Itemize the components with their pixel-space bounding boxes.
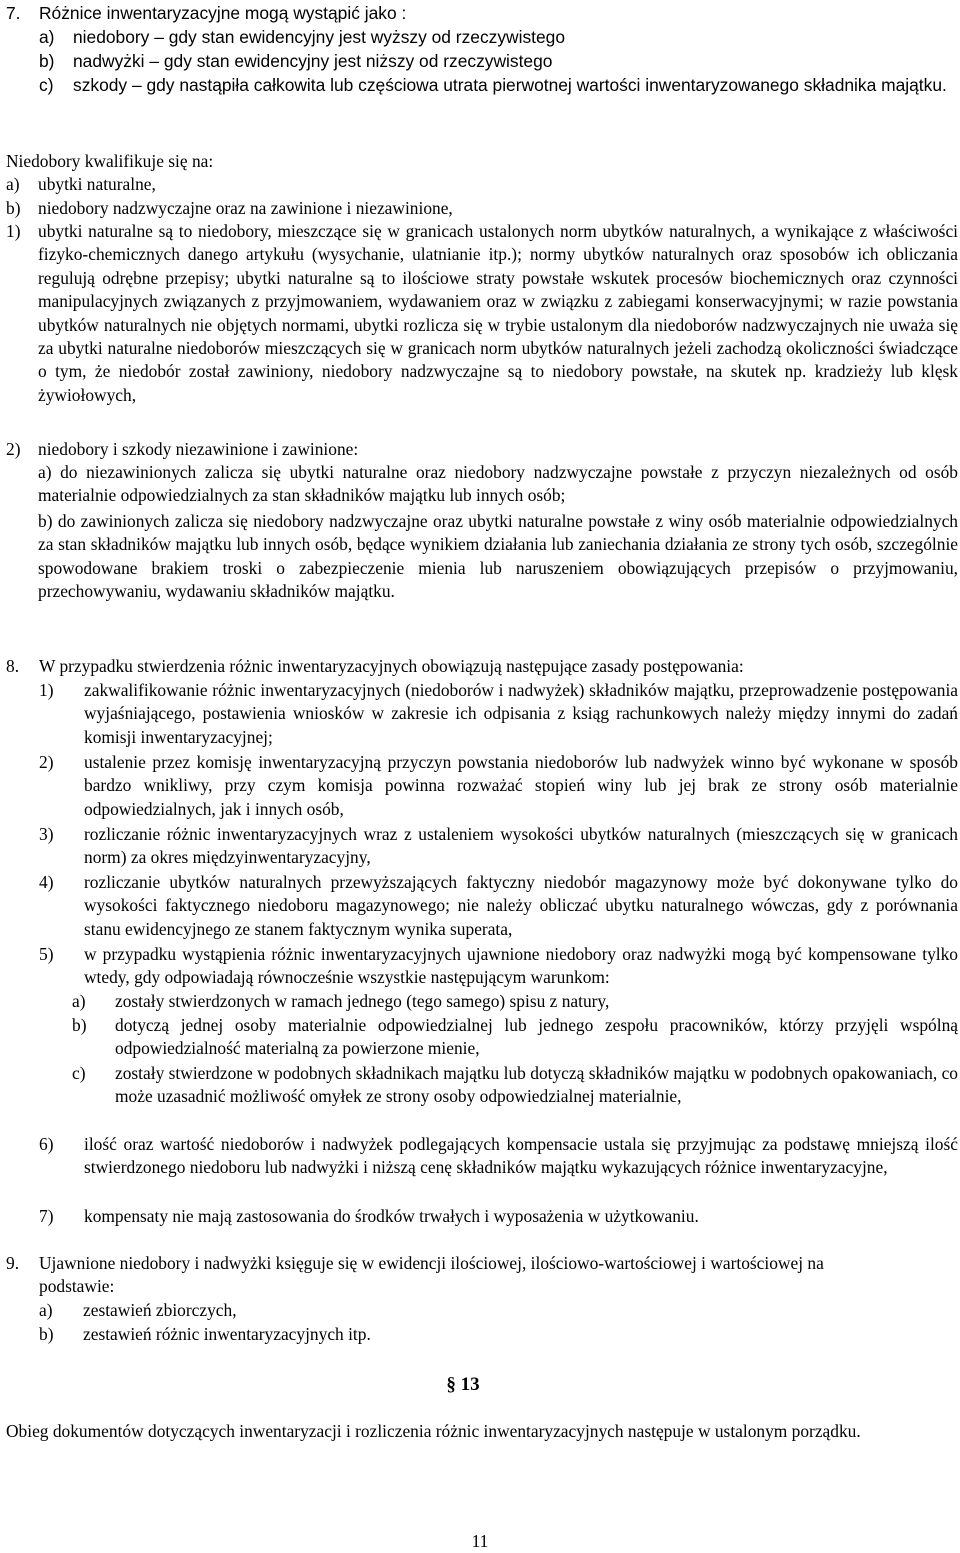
list-item: b) niedobory nadzwyczajne oraz na zawinione i niezawinione, xyxy=(6,198,453,218)
sub-item: a) zostały stwierdzonych w ramach jednego (tego samego) spisu z natury, xyxy=(72,991,610,1011)
sub-item: b) dotyczą jednej osoby materialnie odpowiedzialnej lub jednego zespołu pracowników, którzy przyjęli wspólną odpowiedzialność materialną za powierzone mienie, xyxy=(72,1015,958,1059)
paragraph-1: 1) ubytki naturalne są to niedobory, mieszczące się w granicach ustalonych norm ubytków naturalnych, a wynikające z właściwości fizyko-chemicznych danego artykułu (wysychanie, ulatnianie itp.); normy ubytków naturalnych oraz sposobów ich obliczania regulują odrębne przepisy; ubytki naturalne są to ilościowe straty powstałe wskutek procesów biochemicznych oraz czynności manipulacyjnych związanych z przyjmowaniem, wydawaniem oraz w związku z zabiegami konserwacyjnymi; w razie powstania ubytków naturalnych nie objętych normami, ubytki rozlicza się w trybie ustalonym dla niedoborów nadzwyczajnych nie uważa się za ubytki naturalne niedoborów mieszczących się w granicach norm ubytków naturalnych jeżeli zachodzą okoliczności świadczące o tym, że niedobór został zawiniony, niedobory nadzwyczajne są to niedobory powstałe, na skutek np. kradzieży lub klęsk żywiołowych, xyxy=(6,221,958,405)
paragraph-2b: b) do zawinionych zalicza się niedobory nadzwyczajne oraz ubytki naturalne powstałe z winy osób materialnie odpowiedzialnych za stan składników majątku lub innych osób, będące wynikiem działania lub zaniechania działania ze strony tych osób, szczególnie spowodowane brakiem troski o zabezpieczenie mienia lub naruszeniem obowiązujących przepisów o przyjmowaniu, przechowywaniu, wydawaniu składników majątku. xyxy=(38,511,958,602)
section-number: 8. xyxy=(6,656,20,676)
paragraph-1-text: ubytki naturalne są to niedobory, mieszczące się w granicach ustalonych norm ubytków naturalnych, a wynikające z właściwości fizyko-chemicznych danego artykułu (wysychanie, ulatnianie itp.); normy ubytków naturalnych oraz sposobów ich obliczania regulują odrębne przepisy; ubytki naturalne są to ilościowe straty powstałe wskutek procesów biochemicznych oraz czynności manipulacyjnych związanych z przyjmowaniem, wydawaniem oraz w związku z zabiegami konserwacyjnymi; w razie powstania ubytków naturalnych nie objętych normami, ubytki rozlicza się w trybie ustalonym dla niedoborów nadzwyczajnych nie uważa się za ubytki naturalne niedoborów mieszczących się w granicach norm ubytków naturalnych jeżeli zachodzą okoliczności świadczące o tym, że niedobór został zawiniony, niedobory nadzwyczajne są to niedobory powstałe, na skutek np. kradzieży lub klęsk żywiołowych, xyxy=(38,221,958,405)
list-item: b) zestawień różnic inwentaryzacyjnych itp. xyxy=(39,1324,371,1344)
list-item: 1) zakwalifikowanie różnic inwentaryzacyjnych (niedoborów i nadwyżek) składników majątku, przeprowadzenie postępowania wyjaśniającego, postawienia wniosków w zakresie ich odpisania z ksiąg rachunkowych należy między innymi do zadań komisji inwentaryzacyjnej; xyxy=(39,680,958,747)
list-item: a) zestawień zbiorczych, xyxy=(39,1300,237,1320)
section-7-heading xyxy=(6,1,952,25)
list-item: c) szkody – gdy nastąpiła całkowita lub częściowa utrata pierwotnej wartości inwentaryzowanego składnika majątku. xyxy=(39,75,947,95)
section-8-heading xyxy=(6,655,952,678)
list-item: b) nadwyżki – gdy stan ewidencyjny jest niższy od rzeczywistego xyxy=(39,51,553,71)
list-item: a) ubytki naturalne, xyxy=(6,174,156,194)
section-heading: Różnice inwentaryzacyjne mogą wystąpić jako : xyxy=(39,3,407,23)
section-heading: Ujawnione niedobory i nadwyżki księguje się w ewidencji ilościowej, ilościowo-wartościowej i wartościowej na podstawie: xyxy=(39,1253,824,1297)
paragraph-2a: a) do niezawinionych zalicza się ubytki naturalne oraz niedobory nadzwyczajne powstałe z przyczyn niezależnych od osób materialnie odpowiedzialnych za stan składników majątku lub innych osób; xyxy=(38,462,958,506)
section-9-heading xyxy=(6,1252,952,1299)
page-number: 11 xyxy=(471,1531,489,1551)
list-item: 2) ustalenie przez komisję inwentaryzacyjną przyczyn powstania niedoborów lub nadwyżek winno być wykonane w sposób bardzo wnikliwy, przy czym komisja powinna rozważać stopień winy lub jej brak ze strony osób materialnie odpowiedzialnych, jak i innych osób, xyxy=(39,752,958,819)
list-item: 5) w przypadku wystąpienia różnic inwentaryzacyjnych ujawnione niedobory oraz nadwyżki mogą być kompensowane tylko wtedy, gdy odpowiadają równocześnie wszystkie następującym warunkom: xyxy=(39,944,958,988)
qualification-intro: Niedobory kwalifikuje się na: xyxy=(6,151,214,171)
list-item: 6) ilość oraz wartość niedoborów i nadwyżek podlegających kompensacie ustala się przyjmując za podstawę mniejszą ilość stwierdzonego niedoboru lub nadwyżki i niższą cenę składników majątku wykazujących różnice inwentaryzacyjne, xyxy=(39,1134,958,1178)
section-mark: § 13 xyxy=(446,1374,480,1395)
list-item: 3) rozliczanie różnic inwentaryzacyjnych wraz z ustaleniem wysokości ubytków naturalnych (mieszczących się w granicach norm) za okres międzyinwentaryzacyjny, xyxy=(39,824,958,868)
section-heading: W przypadku stwierdzenia różnic inwentaryzacyjnych obowiązują następujące zasady postępowania: xyxy=(39,656,744,676)
paragraph-2: 2) niedobory i szkody niezawinione i zawinione: xyxy=(6,439,359,459)
list-item: a) niedobory – gdy stan ewidencyjny jest wyższy od rzeczywistego xyxy=(39,27,565,47)
closing-paragraph: Obieg dokumentów dotyczących inwentaryzacji i rozliczenia różnic inwentaryzacyjnych następuje w ustalonym porządku. xyxy=(6,1421,861,1441)
section-number: 9. xyxy=(6,1253,20,1273)
section-number: 7. xyxy=(6,3,21,23)
list-item: 4) rozliczanie ubytków naturalnych przewyższających faktyczny niedobór magazynowy może być dokonywane tylko do wysokości faktycznego niedoboru magazynowego; nie należy obliczać ubytku naturalnego wówczas, gdy z porównania stanu ewidencyjnego ze stanem faktycznym wynika superata, xyxy=(39,872,958,939)
sub-item: c) zostały stwierdzone w podobnych składnikach majątku lub dotyczą składników majątku w podobnych opakowaniach, co może uzasadnić możliwość omyłek ze strony osoby odpowiedzialnej materialnie, xyxy=(72,1063,958,1107)
list-item: 7) kompensaty nie mają zastosowania do środków trwałych i wyposażenia w użytkowaniu. xyxy=(39,1206,699,1226)
